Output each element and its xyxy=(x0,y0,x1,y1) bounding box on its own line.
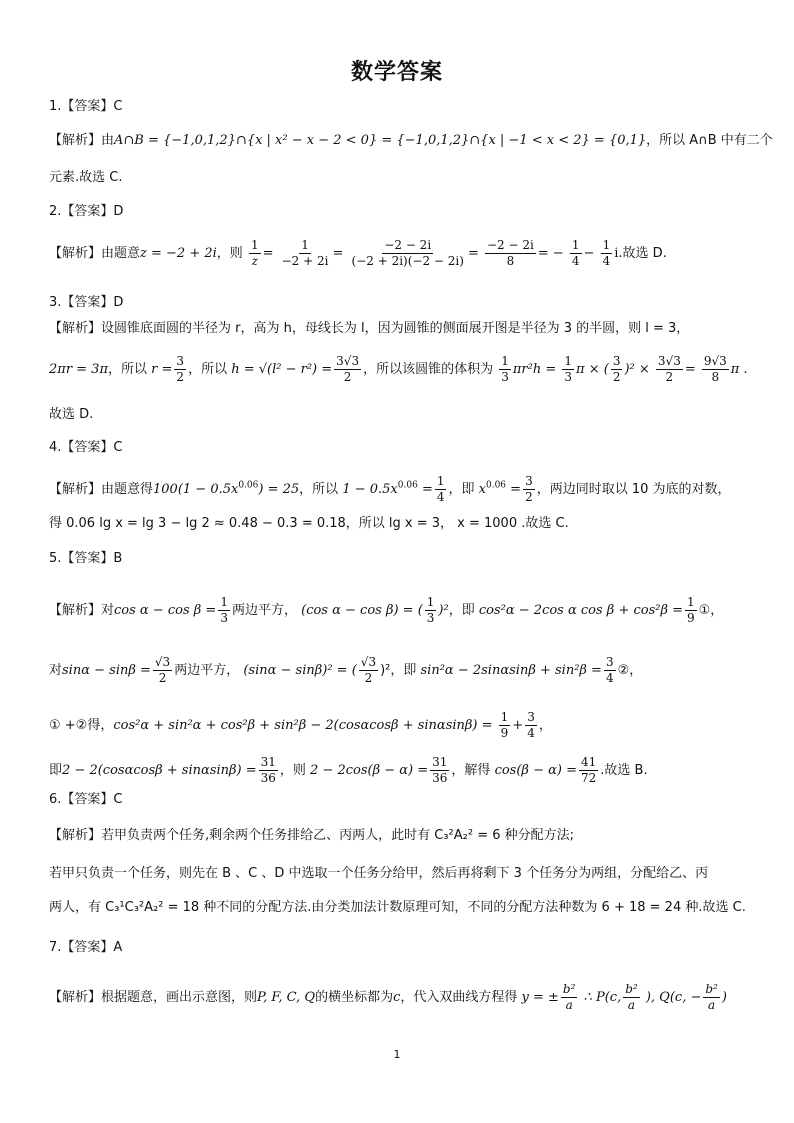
q6-solution-line1: 【解析】若甲负责两个任务,剩余两个任务排给乙、丙两人，此时有 C₃²A₂² = 6 种分配方法; xyxy=(49,828,575,843)
q6-solution-line2: 若甲只负责一个任务，则先在 B 、C 、D 中选取一个任务分给甲，然后再将剩下 3 个任务分为两组，分配给乙、丙 xyxy=(49,866,709,881)
q3-solution-line2: 2πr = 3π，所以 r = $\frac{3}{2}$ ，所以 h = √(l² − r²) = $\frac{3√3}{2}$ ，所以该圆锥的体积为 $\frac{1}{3}$ πr²h = $\frac{1}{3}$ π × ( $\frac{3}{2}$ )² × $\frac{3√3}{2}$ = $\frac{9√3}{8}$ π . xyxy=(49,354,748,384)
page-title: 数学答案 xyxy=(350,60,443,85)
q4-answer: 4.【答案】C xyxy=(49,440,123,455)
q5-solution-line2: 对sinα − sinβ = $\frac{√3}{2}$ 两边平方， (sinα − sinβ)² = ( $\frac{√3}{2}$ )²，即 sin²α − 2sinαsinβ + sin²β = $\frac{3}{4}$ ②， xyxy=(49,655,643,685)
q3-answer: 3.【答案】D xyxy=(49,295,124,310)
q3-solution-line1: 【解析】设圆锥底面圆的半径为 r，高为 h，母线长为 l，因为圆锥的侧面展开图是半径为 3 的半圆，则 l = 3， xyxy=(49,321,690,336)
q4-solution-line1: 【解析】由题意得$100(1 - 0.5x^{0.06}) = 25$，所以 $1 - 0.5x^{0.06}$ = $\frac{1}{4}$ ，即 $x^{0.06}$ = $\frac{3}{2}$ ，两边同时取以 10 为底的对数， xyxy=(49,474,731,504)
q5-solution-line3: ① +②得，cos²α + sin²α + cos²β + sin²β − 2(cosαcosβ + sinαsinβ) = $\frac{1}{9}$ + $\frac{3}{4}$ ， xyxy=(49,710,552,740)
q5-answer: 5.【答案】B xyxy=(49,551,123,566)
q3-solution-line3: 故选 D. xyxy=(49,407,94,422)
page-number: 1 xyxy=(393,1048,401,1061)
q2-solution: 【解析】由题意z = −2 + 2i，则 $\frac{1}{z}$ = $\frac{1}{-2 + 2i}$ = $\frac{-2 - 2i}{(-2 + 2i)(-2 - 2i)}$ = $\frac{-2 - 2i}{8}$ = − $\frac{1}{4}$ − $\frac{1}{4}$ i.故选 D. xyxy=(49,238,667,268)
q1-solution-line2: 元素.故选 C. xyxy=(49,170,123,185)
q1-solution-line1: 【解析】由A∩B = {−1,0,1,2}∩{x | x² − x − 2 < 0} = {−1,0,1,2}∩{x | −1 < x < 2} = {0,1}，所以 A∩B 中有二个 xyxy=(49,133,773,148)
q4-solution-line2: 得 0.06 lg x = lg 3 − lg 2 ≈ 0.48 − 0.3 = 0.18，所以 lg x = 3， x = 1000 .故选 C. xyxy=(49,516,569,531)
q5-solution-line4: 即2 − 2(cosαcosβ + sinαsinβ) = $\frac{31}{36}$ ，则 2 − 2cos(β − α) = $\frac{31}{36}$ ，解得 cos(β − α) = $\frac{41}{72}$ .故选 B. xyxy=(49,755,648,785)
q7-answer: 7.【答案】A xyxy=(49,940,123,955)
q6-solution-line3: 两人，有 C₃¹C₃²A₂² = 18 种不同的分配方法.由分类加法计数原理可知，不同的分配方法种数为 6 + 18 = 24 种.故选 C. xyxy=(49,900,746,915)
q1-answer: 1.【答案】C xyxy=(49,99,123,114)
q2-answer: 2.【答案】D xyxy=(49,204,124,219)
q7-solution-line1: 【解析】根据题意，画出示意图，则P, F, C, Q的横坐标都为c，代入双曲线方程得 y = ± $\frac{\text{b²}}{a}$ ∴ P(c, $\frac{\text{b²}}{a}$ ), Q(c, − $\frac{\text{b²}}{a}$ ) xyxy=(49,982,727,1012)
q6-answer: 6.【答案】C xyxy=(49,792,123,807)
q5-solution-line1: 【解析】对cos α − cos β = $\frac{1}{3}$ 两边平方， (cos α − cos β) = ( $\frac{1}{3}$ )²，即 cos²α − 2cos α cos β + cos²β = $\frac{1}{9}$ ①， xyxy=(49,595,724,625)
